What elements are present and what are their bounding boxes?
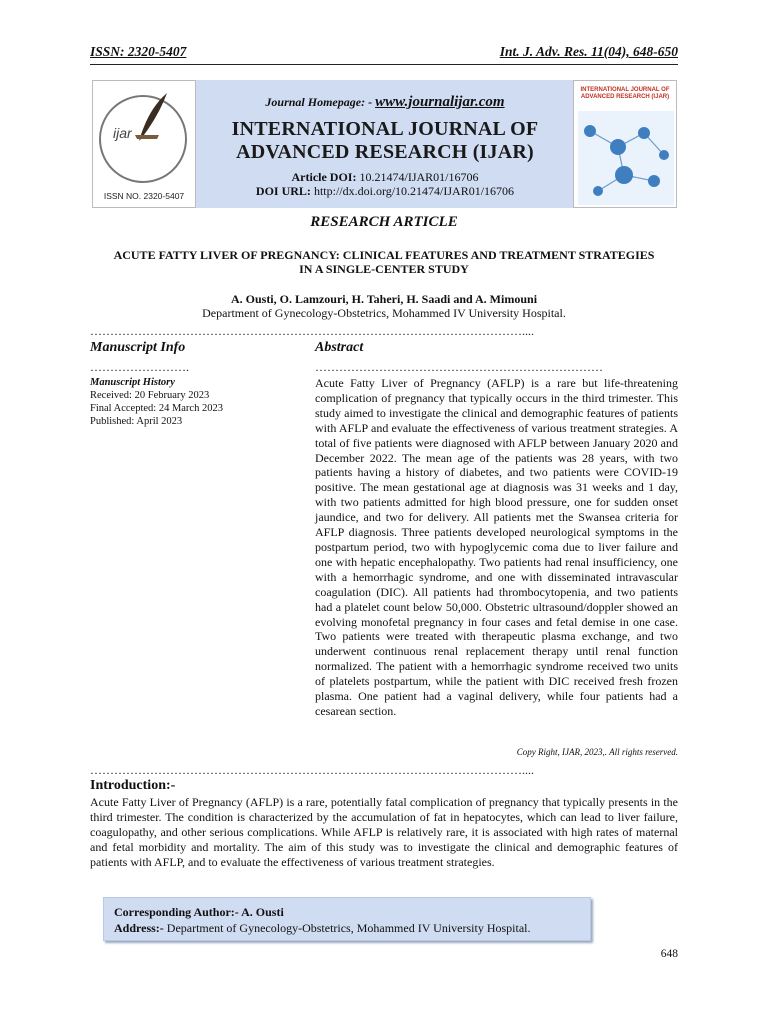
doi-label: Article DOI:: [291, 170, 357, 184]
abstract-text: Acute Fatty Liver of Pregnancy (AFLP) is a rare but life-threatening complication of pregnancy that typically occurs in the third trimester. This study aimed to investigate the clinical and demographic features of patients with AFLP and evaluate the effectiveness of various treatment strategies. A total of five patients were diagnosed with AFLP between January 2020 and December 2022. The mean age of the patients was 28 years, with two patients having a history of diabetes, and two patients were COVID-19 positive. The mean gestational age at diagnosis was 31 weeks and 1 day, with two patients admitted for high blood pressure, one for sudden onset jaundice, and two for delivery. All patients met the Swansea criteria for AFLP diagnosis. Three patients developed neurological symptoms in the postpartum period, two with hypoglycemic coma due to liver failure and one with hepatic encephalopathy. Two patients had renal insufficiency, one with a hemorrhagic syndrome, and one with disseminated intravascular coagulation (DIC). All patients had thrombocytopenia, and two patients had a platelet count below 50,000. Obstetric ultrasound/doppler showed an evolving monofetal pregnancy in four cases and fetal demise in one case. Two patients were treated with therapeutic plasma exchange, and two underwent continuous renal replacement therapy until renal function normalized. The patient with a hemorrhagic syndrome received two units of platelets postpartum, while the patient with DIC received fresh frozen plasma. One patient had a vaginal delivery, while four patients had a cesarean section.: [315, 376, 678, 718]
affiliation: Department of Gynecology-Obstetrics, Mohammed IV University Hospital.: [202, 306, 566, 320]
introduction-heading: Introduction:-: [90, 778, 176, 793]
journal-title-line1: INTERNATIONAL JOURNAL OF: [231, 118, 539, 140]
separator-bottom: ………………………………………………………………………………………………....: [90, 763, 534, 777]
doi-block: [200, 170, 570, 198]
running-header: [90, 44, 678, 60]
journal-logo: [92, 80, 196, 208]
separator-left: …………………….: [90, 360, 189, 374]
logo-text: ijar: [113, 125, 132, 141]
corresponding-author-box: [103, 897, 591, 941]
paper-title: [90, 248, 678, 276]
journal-title-line2: ADVANCED RESEARCH (IJAR): [236, 141, 534, 163]
header-rule: [90, 64, 678, 65]
accepted-date: Final Accepted: 24 March 2023: [90, 403, 223, 414]
doi-value: 10.21474/IJAR01/16706: [359, 170, 479, 184]
paper-title-line1: ACUTE FATTY LIVER OF PREGNANCY: CLINICAL FEATURES AND TREATMENT STRATEGIES: [113, 248, 655, 262]
corresponding-address: [114, 921, 530, 936]
homepage-link[interactable]: www.journalijar.com: [375, 94, 505, 110]
authors: A. Ousti, O. Lamzouri, H. Taheri, H. Saadi and A. Mimouni: [230, 292, 538, 306]
separator-right: ………………………………………………………………: [315, 360, 603, 374]
molecule-icon: [578, 111, 674, 205]
cover-title: INTERNATIONAL JOURNAL OF ADVANCED RESEARCH (IJAR): [580, 87, 670, 100]
issn-text: ISSN: 2320-5407: [90, 44, 187, 59]
address-value: Department of Gynecology-Obstetrics, Mohammed IV University Hospital.: [163, 921, 531, 935]
journal-title: [200, 118, 570, 164]
quill-icon: [131, 91, 171, 143]
citation-text: Int. J. Adv. Res. 11(04), 648-650: [499, 44, 678, 59]
corresponding-author: Corresponding Author:- A. Ousti: [114, 905, 284, 919]
logo-issn: ISSN NO. 2320-5407: [103, 191, 185, 201]
journal-cover-image: [573, 80, 677, 208]
address-label: Address:-: [114, 921, 164, 935]
separator-top: ………………………………………………………………………………………………....: [90, 324, 534, 338]
article-type: RESEARCH ARTICLE: [310, 214, 458, 230]
copyright-notice: Copy Right, IJAR, 2023,. All rights reserved.: [516, 747, 678, 757]
journal-homepage: [200, 94, 570, 111]
manuscript-history: [90, 376, 223, 428]
doi-url-link[interactable]: http://dx.doi.org/10.21474/IJAR01/16706: [313, 184, 515, 198]
abstract-heading: Abstract: [315, 340, 364, 355]
history-label: Manuscript History: [90, 377, 175, 388]
published-date: Published: April 2023: [90, 416, 183, 427]
page-number: 648: [660, 948, 678, 960]
manuscript-info-heading: Manuscript Info: [90, 340, 186, 355]
homepage-label: Journal Homepage: -: [265, 95, 373, 109]
received-date: Received: 20 February 2023: [90, 390, 210, 401]
doi-url-label: DOI URL:: [255, 184, 311, 198]
paper-title-line2: IN A SINGLE-CENTER STUDY: [299, 262, 469, 276]
introduction-text: Acute Fatty Liver of Pregnancy (AFLP) is a rare, potentially fatal complication of pregnancy that typically presents in the third trimester. The condition is characterized by the accumulation of fat in hepatocytes, which can lead to liver failure, coagulopathy, and other serious complications. While AFLP is relatively rare, it is associated with high rates of maternal and fetal morbidity and mortality. The aim of this study was to investigate the clinical and demographic features of patients with AFLP, and to evaluate the effectiveness of various treatment strategies.: [90, 795, 678, 869]
